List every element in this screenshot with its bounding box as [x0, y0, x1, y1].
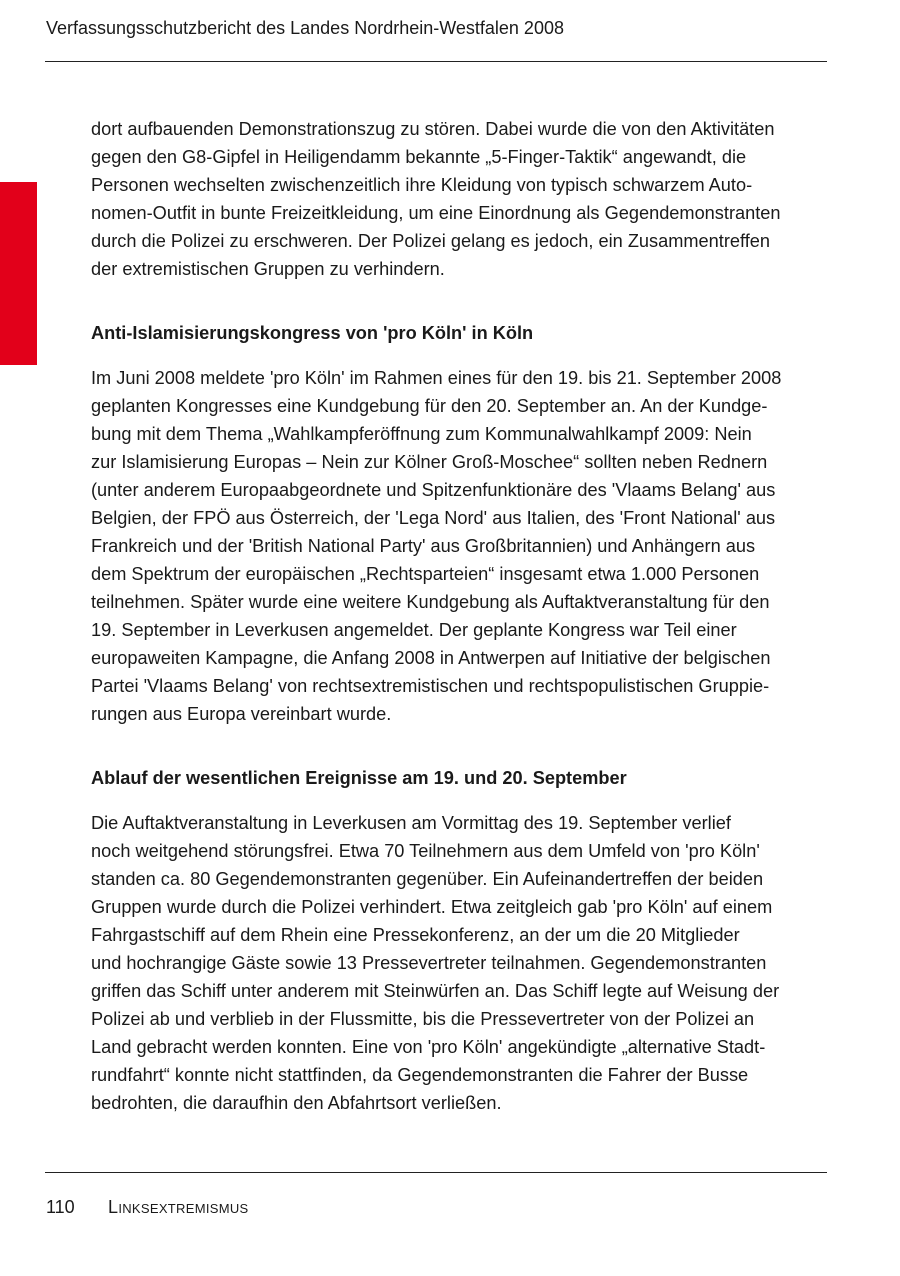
- section-heading-events: Ablauf der wesentlichen Ereignisse am 19. und 20. September: [91, 768, 627, 788]
- footer-divider: [45, 1172, 827, 1173]
- text-line: teilnehmen. Später wurde eine weitere Kundgebung als Auftaktveranstaltung für den: [91, 592, 770, 612]
- text-line: griffen das Schiff unter anderem mit Steinwürfen an. Das Schiff legte auf Weisung der: [91, 981, 780, 1001]
- text-line: bung mit dem Thema „Wahlkampferöffnung zum Kommunalwahlkampf 2009: Nein: [91, 424, 752, 444]
- running-header-title: Verfassungsschutzbericht des Landes Nordrhein-Westfalen 2008: [46, 18, 564, 38]
- text-line: und hochrangige Gäste sowie 13 Pressevertreter teilnahmen. Gegendemonstranten: [91, 953, 767, 973]
- text-line: geplanten Kongresses eine Kundgebung für den 20. September an. An der Kundge-: [91, 396, 768, 416]
- text-line: nomen-Outfit in bunte Freizeitkleidung, um eine Einordnung als Gegendemonstranten: [91, 203, 781, 223]
- text-line: rundfahrt“ konnte nicht stattfinden, da Gegendemonstranten die Fahrer der Busse: [91, 1065, 749, 1085]
- text-line: Partei 'Vlaams Belang' von rechtsextremistischen und rechtspopulistischen Gruppie-: [91, 676, 770, 696]
- text-line: Personen wechselten zwischenzeitlich ihre Kleidung von typisch schwarzem Auto-: [91, 175, 753, 195]
- page-body: [91, 115, 827, 1117]
- header-divider: [45, 61, 827, 62]
- text-line: zur Islamisierung Europas – Nein zur Kölner Groß-Moschee“ sollten neben Rednern: [91, 452, 768, 472]
- text-line: bedrohten, die daraufhin den Abfahrtsort verließen.: [91, 1093, 502, 1113]
- text-line: noch weitgehend störungsfrei. Etwa 70 Teilnehmern aus dem Umfeld von 'pro Köln': [91, 841, 760, 861]
- text-line: Polizei ab und verblieb in der Flussmitte, bis die Pressevertreter von der Polizei an: [91, 1009, 755, 1029]
- text-line: dem Spektrum der europäischen „Rechtsparteien“ insgesamt etwa 1.000 Personen: [91, 564, 760, 584]
- text-line: der extremistischen Gruppen zu verhindern.: [91, 259, 445, 279]
- text-line: standen ca. 80 Gegendemonstranten gegenüber. Ein Aufeinandertreffen der beiden: [91, 869, 764, 889]
- text-line: europaweiten Kampagne, die Anfang 2008 in Antwerpen auf Initiative der belgischen: [91, 648, 771, 668]
- text-line: Im Juni 2008 meldete 'pro Köln' im Rahmen eines für den 19. bis 21. September 2008: [91, 368, 782, 388]
- text-line: Belgien, der FPÖ aus Österreich, der 'Lega Nord' aus Italien, des 'Front National' aus: [91, 508, 776, 528]
- text-line: (unter anderem Europaabgeordnete und Spitzenfunktionäre des 'Vlaams Belang' aus: [91, 480, 776, 500]
- text-line: Die Auftaktveranstaltung in Leverkusen am Vormittag des 19. September verlief: [91, 813, 731, 833]
- footer-section-label: Linksextremismus: [108, 1197, 249, 1217]
- text-line: rungen aus Europa vereinbart wurde.: [91, 704, 392, 724]
- page-footer: [46, 1197, 249, 1218]
- events-paragraph: [91, 809, 827, 1117]
- intro-paragraph: [91, 115, 827, 283]
- text-line: durch die Polizei zu erschweren. Der Polizei gelang es jedoch, ein Zusammentreffen: [91, 231, 771, 251]
- congress-paragraph: [91, 364, 827, 728]
- page-number: 110: [46, 1197, 75, 1217]
- chapter-marker-tab: [0, 182, 37, 365]
- text-line: Gruppen wurde durch die Polizei verhindert. Etwa zeitgleich gab 'pro Köln' auf einem: [91, 897, 773, 917]
- text-line: Fahrgastschiff auf dem Rhein eine Pressekonferenz, an der um die 20 Mitglieder: [91, 925, 740, 945]
- text-line: Land gebracht werden konnten. Eine von 'pro Köln' angekündigte „alternative Stadt-: [91, 1037, 766, 1057]
- text-line: gegen den G8-Gipfel in Heiligendamm bekannte „5-Finger-Taktik“ angewandt, die: [91, 147, 747, 167]
- text-line: dort aufbauenden Demonstrationszug zu stören. Dabei wurde die von den Aktivitäten: [91, 119, 775, 139]
- text-line: Frankreich und der 'British National Party' aus Großbritannien) und Anhängern aus: [91, 536, 756, 556]
- section-heading-congress: Anti-Islamisierungskongress von 'pro Köln' in Köln: [91, 323, 534, 343]
- text-line: 19. September in Leverkusen angemeldet. Der geplante Kongress war Teil einer: [91, 620, 737, 640]
